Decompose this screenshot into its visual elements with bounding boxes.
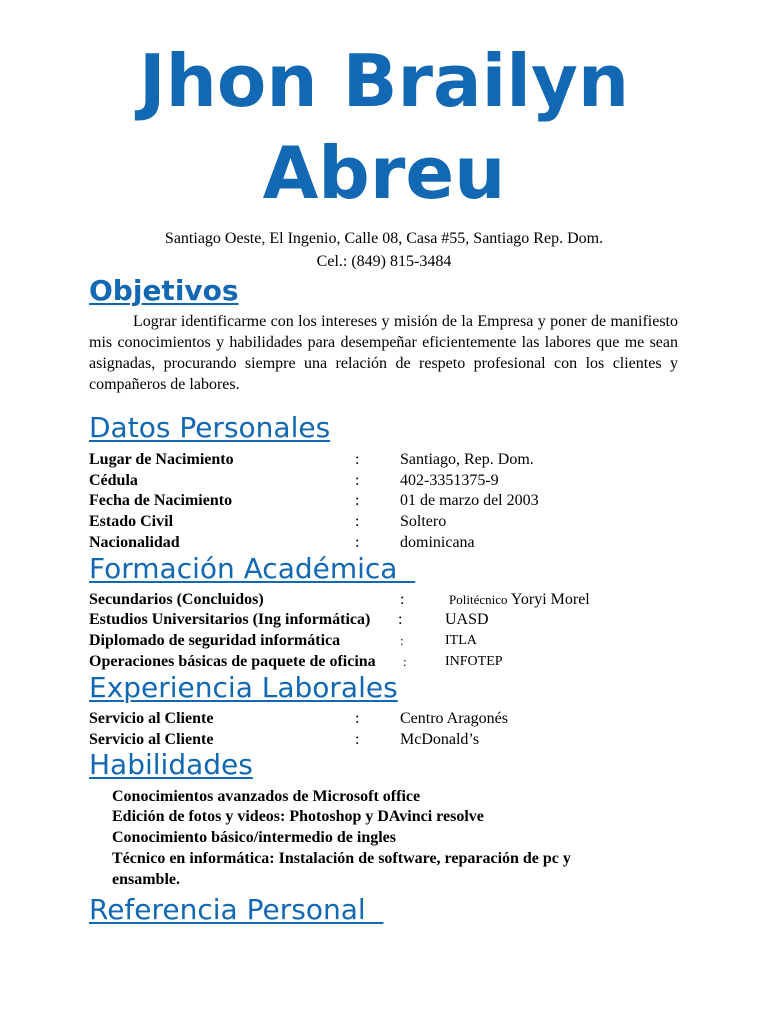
name-line-2: Abreu [262, 131, 506, 215]
row-separator: : [400, 633, 404, 648]
section-title-objetivos: Objetivos [89, 274, 239, 307]
row-label: Fecha de Nacimiento [89, 492, 233, 509]
row-separator: : [400, 591, 405, 608]
row-label: Estudios Universitarios (Ing informática) [89, 611, 371, 628]
section-title-habilidades: Habilidades [89, 748, 253, 781]
skill-item: Edición de fotos y videos: Photoshop y DAvinci resolve [112, 808, 484, 825]
objetivos-text [89, 311, 678, 395]
address: Santiago Oeste, El Ingenio, Calle 08, Casa #55, Santiago Rep. Dom. [164, 230, 604, 247]
row-label: Secundarios (Concluidos) [89, 591, 264, 608]
row-separator: : [398, 611, 403, 628]
row-separator: : [355, 472, 360, 489]
row-label: Estado Civil [89, 513, 174, 530]
row-value [449, 589, 590, 610]
row-separator: : [355, 534, 360, 551]
row-label: Servicio al Cliente [89, 710, 214, 727]
row-label: Cédula [89, 472, 138, 489]
row-value: Soltero [400, 513, 447, 530]
row-value-prefix: Politécnico [449, 592, 508, 607]
row-separator: : [355, 710, 360, 727]
row-value-main: Yoryi Morel [510, 591, 590, 608]
row-separator: : [355, 513, 360, 530]
skill-item: Conocimientos avanzados de Microsoft office [112, 788, 421, 805]
row-value: dominicana [400, 534, 475, 551]
row-separator: : [355, 492, 360, 509]
row-value: 402-3351375-9 [400, 472, 499, 489]
row-value: ITLA [445, 633, 477, 648]
section-title-formacion: Formación Académica [89, 552, 416, 585]
row-value: McDonald’s [400, 731, 480, 748]
row-label: Diplomado de seguridad informática [89, 632, 341, 649]
objetivos-paragraph: Lograr identificarme con los intereses y misión de la Empresa y poner de manifiesto mis conocimientos y habilidades para desempeñar eficientemente las labores que me sean asignadas, procurando siempre una relación de respeto profesional con los clientes y compañeros de labores. [89, 313, 678, 393]
section-title-experiencia: Experiencia Laborales [89, 671, 398, 704]
row-value: INFOTEP [445, 654, 503, 669]
row-separator: : [355, 451, 360, 468]
row-value: 01 de marzo del 2003 [400, 492, 539, 509]
row-separator: : [355, 731, 360, 748]
section-title-datos-personales: Datos Personales [89, 411, 331, 444]
row-value: Centro Aragonés [400, 710, 508, 727]
row-separator: : [403, 654, 407, 669]
row-label: Operaciones básicas de paquete de oficina [89, 653, 376, 670]
row-label: Lugar de Nacimiento [89, 451, 234, 468]
skill-item: Técnico en informática: Instalación de software, reparación de pc y ensamble. [112, 850, 571, 888]
row-value: Santiago, Rep. Dom. [400, 451, 534, 468]
row-label: Nacionalidad [89, 534, 180, 551]
row-label: Servicio al Cliente [89, 731, 214, 748]
section-title-referencia: Referencia Personal [89, 893, 384, 926]
row-value: UASD [445, 611, 489, 628]
phone: Cel.: (849) 815-3484 [316, 253, 452, 270]
skill-item: Conocimiento básico/intermedio de ingles [112, 829, 396, 846]
name-line-1: Jhon Brailyn [138, 39, 630, 123]
